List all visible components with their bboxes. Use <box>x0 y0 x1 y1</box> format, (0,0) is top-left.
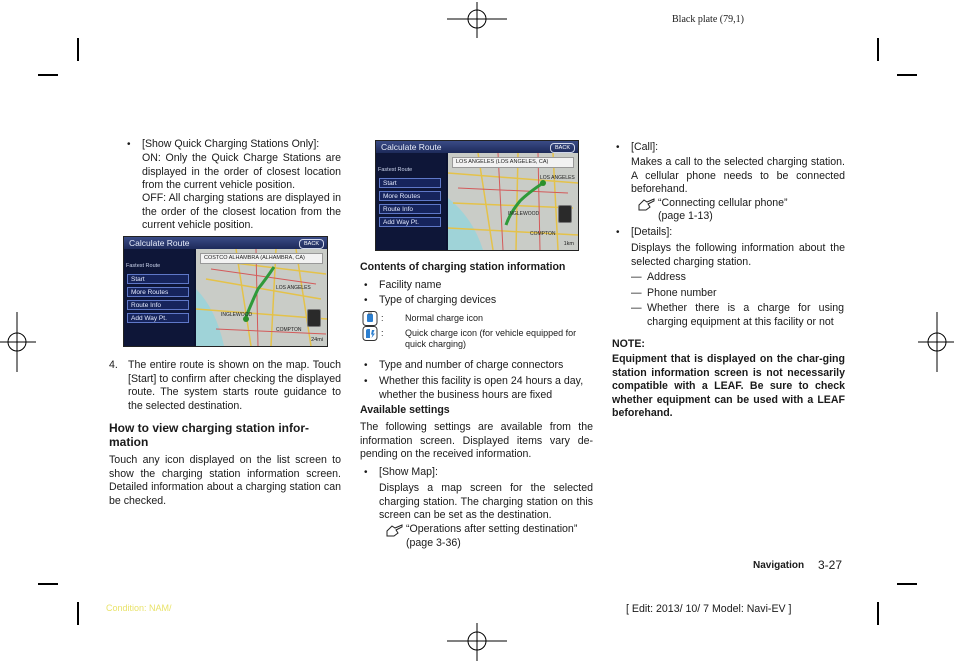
section-heading <box>109 421 309 449</box>
more-routes-button[interactable]: More Routes <box>127 287 189 297</box>
reference-text: “Connecting cellular phone” <box>658 197 788 209</box>
crop-mark <box>877 38 879 61</box>
map-label: COMPTON <box>530 231 556 237</box>
contents-bullet: • Type and number of charge connectors <box>379 359 563 373</box>
registration-mark <box>447 2 507 38</box>
route-info-button[interactable]: Route Info <box>127 300 189 310</box>
contents-heading: Contents of charging station information <box>360 261 566 273</box>
show-map-text: Displays a map screen for the selected charging station. The charging station on this screen can be set as the destination. <box>379 482 593 522</box>
reference-page: (page 1-13) <box>658 210 713 222</box>
normal-charge-icon <box>362 311 378 326</box>
contents-bullet: • Whether this facility is open 24 hours a day, whether the business hours are fixed <box>379 375 594 402</box>
add-way-point-button[interactable]: Add Way Pt. <box>127 313 189 323</box>
destination-address: COSTCO ALHAMBRA (ALHAMBRA, CA) <box>200 253 323 264</box>
dash-item-text: Phone number <box>647 287 717 299</box>
start-button[interactable]: Start <box>379 178 441 188</box>
back-button[interactable]: BACK <box>550 143 575 153</box>
calculate-route-screenshot <box>123 236 328 347</box>
show-map-label: • [Show Map]: <box>379 466 438 480</box>
dash-item-text: Whether there is a charge for using charging equipment at this facility or not <box>647 302 844 328</box>
reference-icon <box>638 198 656 211</box>
show-quick-off: OFF: All charging stations are displayed in the order of the closest location from the current vehicle position. <box>142 192 341 232</box>
crop-mark <box>897 583 917 585</box>
details-label: • [Details]: <box>631 226 672 240</box>
map-label: COMPTON <box>276 327 302 333</box>
add-way-point-button[interactable]: Add Way Pt. <box>379 217 441 227</box>
edit-info: [ Edit: 2013/ 10/ 7 Model: Navi-EV ] <box>626 603 792 615</box>
normal-charge-label: Normal charge icon <box>405 313 484 323</box>
dash-item: — <box>631 287 642 299</box>
show-quick-on: ON: Only the Quick Charge Stations are displayed in the order of closest location from the current vehicle position. <box>142 152 341 192</box>
crop-mark <box>38 583 58 585</box>
note-label: NOTE: <box>612 338 645 350</box>
calculate-route-screenshot <box>375 140 579 251</box>
settings-body: The following settings are available from the information screen. Displayed items vary de-pending on the received information. <box>360 421 593 461</box>
show-quick-item: • [Show Quick Charging Stations Only]: <box>142 138 347 152</box>
back-button[interactable]: BACK <box>299 239 324 249</box>
details-text: Displays the following information about the selected charging station. <box>631 242 845 268</box>
route-map[interactable] <box>448 153 578 250</box>
fastest-route-label: Fastest Route <box>378 167 413 173</box>
route-info-button[interactable]: Route Info <box>379 204 441 214</box>
crop-mark <box>77 38 79 61</box>
vehicle-position-icon <box>307 309 321 327</box>
step-4-text: The entire route is shown on the map. Touch [Start] to confirm after checking the displayed route. The system starts route guidance to the selected destination. <box>128 359 341 412</box>
icon-separator: : <box>381 328 384 338</box>
heading-line: mation <box>109 435 149 449</box>
section-body: Touch any icon displayed on the list screen to show the charging station information screen. Detailed information about a charging station can be checked. <box>109 454 341 507</box>
screen-title: Calculate Route <box>124 237 327 249</box>
icon-separator: : <box>381 313 384 323</box>
settings-heading: Available settings <box>360 404 450 416</box>
dash-item-text: Address <box>647 271 686 283</box>
fastest-route-label: Fastest Route <box>126 263 161 269</box>
call-text: Makes a call to the selected charging station. A cellular phone needs to be connected beforehand. <box>631 156 845 196</box>
start-button[interactable]: Start <box>127 274 189 284</box>
contents-bullet: • Facility name <box>379 279 441 293</box>
registration-mark <box>918 312 954 372</box>
note-text: Equipment that is displayed on the char-ging station information screen is not necessarily compatible with a LEAF. Be sure to check whether equipment can be used with a LEAF beforehand. <box>612 353 845 420</box>
screen-title: Calculate Route <box>376 141 578 153</box>
route-menu-panel <box>124 249 194 346</box>
dash-item: — <box>631 271 642 283</box>
heading-line: How to view charging station infor- <box>109 421 310 435</box>
page-number: 3-27 <box>818 558 843 572</box>
quick-charge-label: Quick charge icon (for vehicle equipped for quick charging) <box>405 328 577 349</box>
call-label: • [Call]: <box>631 141 658 155</box>
route-map[interactable] <box>196 249 327 346</box>
map-scale: 1km <box>563 241 574 247</box>
crop-mark <box>38 74 58 76</box>
map-label: INGLEWOOD <box>221 312 253 318</box>
plate-label: Black plate (79,1) <box>672 14 744 25</box>
reference-icon <box>386 524 404 537</box>
registration-mark <box>447 623 507 661</box>
crop-mark <box>877 602 879 625</box>
route-menu-panel <box>376 153 446 250</box>
map-label: INGLEWOOD <box>508 211 540 217</box>
more-routes-button[interactable]: More Routes <box>379 191 441 201</box>
section-label: Navigation <box>753 560 805 571</box>
map-scale: 24mi <box>311 337 323 343</box>
map-label: LOS ANGELES <box>276 285 311 291</box>
crop-mark <box>897 74 917 76</box>
registration-mark <box>0 312 36 372</box>
condition-label: Condition: NAM/ <box>106 603 172 613</box>
destination-address: LOS ANGELES (LOS ANGELES, CA) <box>452 157 574 168</box>
vehicle-position-icon <box>558 205 572 223</box>
reference-text: “Operations after setting destination” <box>406 523 578 535</box>
dash-item: — <box>631 302 642 314</box>
contents-bullet: • Type of charging devices <box>379 294 496 308</box>
map-label: LOS ANGELES <box>540 175 575 181</box>
crop-mark <box>77 602 79 625</box>
reference-page: (page 3-36) <box>406 537 461 549</box>
step-number: 4. <box>109 359 118 371</box>
quick-charge-icon <box>362 326 378 341</box>
